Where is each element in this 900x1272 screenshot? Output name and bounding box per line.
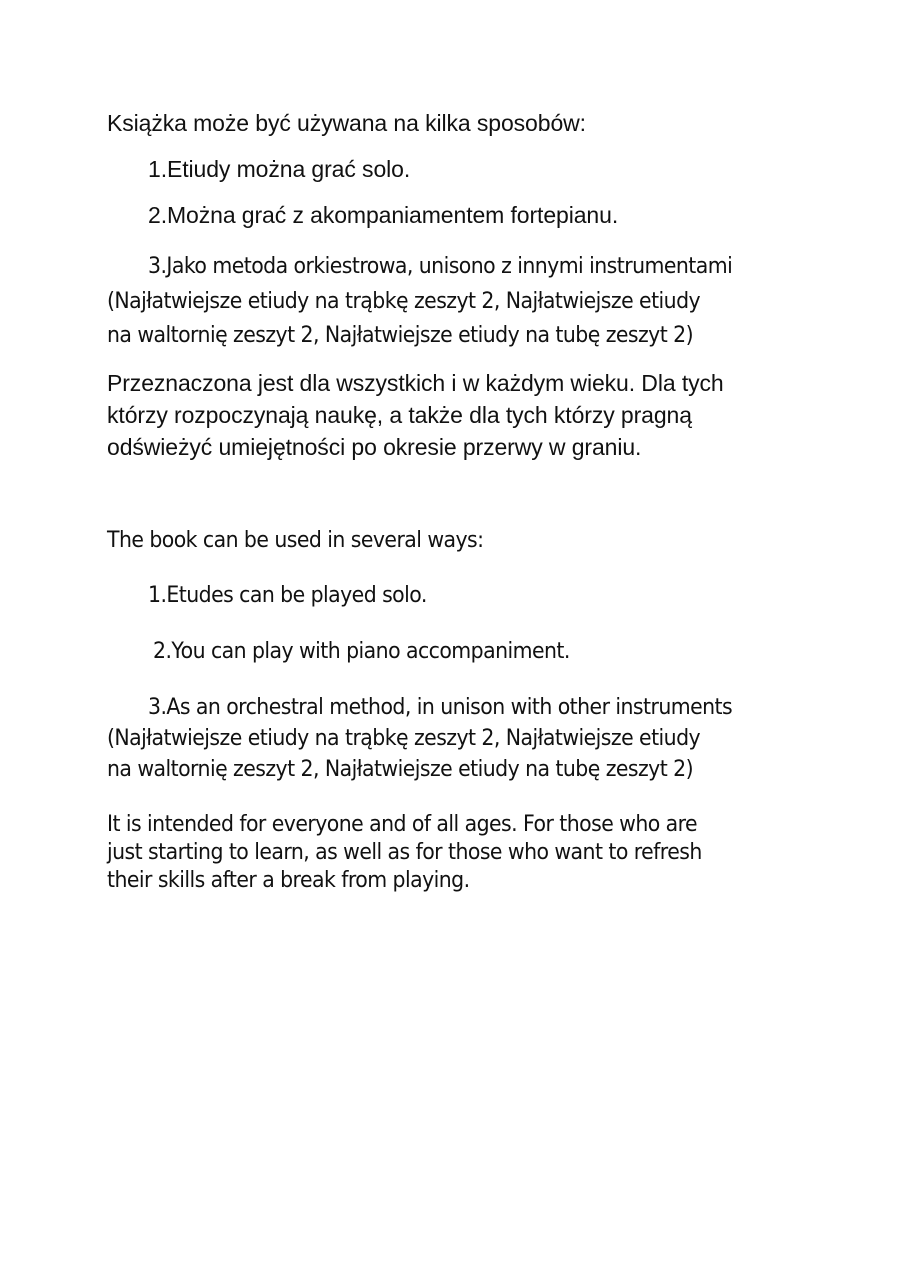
polish-item-3-line-3: na waltornię zeszyt 2, Najłatwiejsze etiudy na tubę zeszyt 2) (107, 323, 694, 348)
english-item-3-line-3: na waltornię zeszyt 2, Najłatwiejsze etiudy na tubę zeszyt 2) (107, 757, 694, 782)
english-paragraph-line-1: It is intended for everyone and of all ages. For those who are (107, 812, 698, 837)
polish-item-2: 2.Można grać z akompaniamentem fortepianu. (148, 202, 619, 228)
english-item-3: 3.As an orchestral method, in unison with other instruments (148, 695, 733, 720)
english-paragraph-line-3: their skills after a break from playing. (107, 868, 470, 893)
polish-intro: Książka może być używana na kilka sposobów: (107, 110, 586, 136)
polish-item-1: 1.Etiudy można grać solo. (148, 156, 411, 182)
english-item-3-line-2: (Najłatwiejsze etiudy na trąbkę zeszyt 2, Najłatwiejsze etiudy (107, 726, 701, 751)
english-intro: The book can be used in several ways: (107, 528, 484, 553)
english-paragraph-line-2: just starting to learn, as well as for those who want to refresh (107, 840, 702, 865)
polish-paragraph-line-1: Przeznaczona jest dla wszystkich i w każdym wieku. Dla tych (107, 370, 724, 396)
english-item-2: 2.You can play with piano accompaniment. (153, 639, 570, 664)
english-item-1: 1.Etudes can be played solo. (148, 583, 427, 608)
polish-paragraph-line-3: odświeżyć umiejętności po okresie przerwy w graniu. (107, 434, 642, 460)
polish-paragraph-line-2: którzy rozpoczynają naukę, a także dla tych którzy pragną (107, 402, 692, 428)
polish-item-3-line-2: (Najłatwiejsze etiudy na trąbkę zeszyt 2, Najłatwiejsze etiudy (107, 289, 701, 314)
polish-item-3: 3.Jako metoda orkiestrowa, unisono z innymi instrumentami (148, 254, 733, 279)
